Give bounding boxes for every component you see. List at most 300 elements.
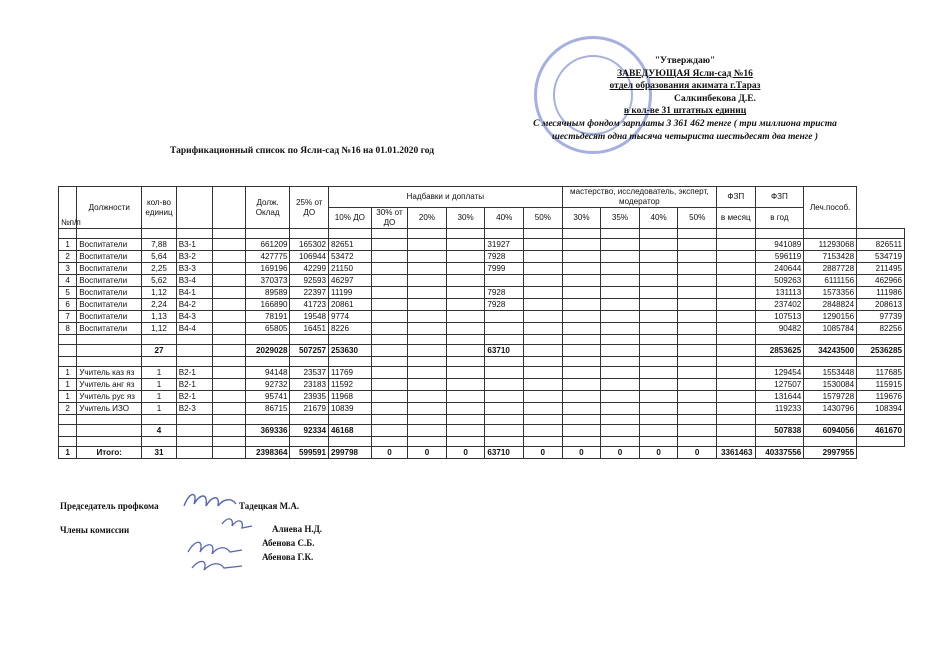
approval-block xyxy=(520,55,850,143)
empty-cell xyxy=(523,229,562,239)
empty-cell xyxy=(601,345,640,357)
row-number: 5 xyxy=(59,287,77,299)
table-row xyxy=(59,299,905,311)
empty-cell xyxy=(446,335,485,345)
empty-cell xyxy=(485,335,524,345)
empty-cell xyxy=(678,323,717,335)
pct10-cell: 46168 xyxy=(329,425,372,437)
empty-cell xyxy=(213,239,245,251)
empty-cell xyxy=(213,311,245,323)
empty-cell xyxy=(77,345,142,357)
empty-cell xyxy=(678,275,717,287)
approval-line-6: С месячным фондом зарплаты 3 361 462 тенге ( три миллиона триста xyxy=(533,118,837,129)
pct40-cell: 7928 xyxy=(485,287,524,299)
empty-cell xyxy=(639,287,678,299)
empty-cell xyxy=(678,287,717,299)
fzp-year-cell: 2848824 xyxy=(804,299,857,311)
fzp-year-cell: 6094056 xyxy=(804,425,857,437)
empty-cell xyxy=(408,229,447,239)
pct10-cell: 11592 xyxy=(329,379,372,391)
header-pct25: 25% от ДО xyxy=(290,187,329,229)
empty-cell xyxy=(562,357,601,367)
empty-cell xyxy=(716,379,755,391)
empty-cell xyxy=(523,379,562,391)
pct10-cell: 253630 xyxy=(329,345,372,357)
benefit-cell: 97739 xyxy=(857,311,905,323)
empty-cell xyxy=(562,251,601,263)
salary-cell: 369336 xyxy=(245,425,290,437)
m30-cell: 0 xyxy=(562,447,601,459)
total-label: Итого: xyxy=(77,447,142,459)
empty-cell xyxy=(446,229,485,239)
fzp-year-cell: 1430796 xyxy=(804,403,857,415)
empty-cell xyxy=(176,357,213,367)
pct25-cell: 106944 xyxy=(290,251,329,263)
position-cell: Воспитатели xyxy=(77,251,142,263)
fzp-month-cell: 107513 xyxy=(755,311,804,323)
position-cell: Воспитатели xyxy=(77,323,142,335)
benefit-cell: 119676 xyxy=(857,391,905,403)
empty-cell xyxy=(59,357,77,367)
pct40-cell: 7999 xyxy=(485,263,524,275)
fzp-year-cell: 6111156 xyxy=(804,275,857,287)
empty-cell xyxy=(755,335,804,345)
empty-cell xyxy=(601,425,640,437)
salary-cell: 95741 xyxy=(245,391,290,403)
header-fzp-year-sub: в год xyxy=(755,208,804,229)
pct25-cell: 23935 xyxy=(290,391,329,403)
empty-cell xyxy=(408,415,447,425)
empty-cell xyxy=(371,229,408,239)
empty-cell xyxy=(639,275,678,287)
empty-cell xyxy=(523,357,562,367)
salary-cell: 2398364 xyxy=(245,447,290,459)
header-fzp-year: ФЗП xyxy=(755,187,804,208)
empty-cell xyxy=(523,345,562,357)
row-number: 2 xyxy=(59,403,77,415)
empty-cell xyxy=(678,345,717,357)
empty-cell xyxy=(408,379,447,391)
empty-cell xyxy=(601,263,640,275)
empty-cell xyxy=(804,335,857,345)
empty-cell xyxy=(639,335,678,345)
header-p20: 20% xyxy=(408,208,447,229)
p30do-cell: 0 xyxy=(371,447,408,459)
fzp-month-cell: 509263 xyxy=(755,275,804,287)
fzp-month-cell: 3361463 xyxy=(716,447,755,459)
empty-cell xyxy=(213,425,245,437)
units-cell: 2,24 xyxy=(142,299,177,311)
empty-cell xyxy=(716,287,755,299)
empty-cell xyxy=(755,437,804,447)
fzp-month-cell: 237402 xyxy=(755,299,804,311)
header-benefit: Леч.пособ. xyxy=(804,187,857,229)
units-cell: 2,25 xyxy=(142,263,177,275)
header-fzp-month: ФЗП xyxy=(716,187,755,208)
header-p30: 30% xyxy=(446,208,485,229)
units-cell: 27 xyxy=(142,345,177,357)
empty-cell xyxy=(562,229,601,239)
empty-cell xyxy=(213,287,245,299)
empty-cell xyxy=(446,379,485,391)
empty-cell xyxy=(678,299,717,311)
position-cell: Учитель ИЗО xyxy=(77,403,142,415)
empty-cell xyxy=(601,229,640,239)
position-cell: Воспитатели xyxy=(77,239,142,251)
empty-cell xyxy=(678,425,717,437)
empty-cell xyxy=(639,323,678,335)
fzp-year-cell: 1085784 xyxy=(804,323,857,335)
benefit-cell: 111986 xyxy=(857,287,905,299)
empty-cell xyxy=(523,299,562,311)
benefit-cell: 534719 xyxy=(857,251,905,263)
total-row xyxy=(59,447,905,459)
salary-cell: 65805 xyxy=(245,323,290,335)
empty-cell xyxy=(678,263,717,275)
empty-cell xyxy=(371,251,408,263)
fzp-year-cell: 11293068 xyxy=(804,239,857,251)
table-row xyxy=(59,311,905,323)
empty-cell xyxy=(601,415,640,425)
empty-cell xyxy=(601,367,640,379)
empty-cell xyxy=(523,415,562,425)
empty-cell xyxy=(176,447,213,459)
salary-cell: 166890 xyxy=(245,299,290,311)
empty-cell xyxy=(562,367,601,379)
empty-cell xyxy=(716,239,755,251)
p30-cell: 0 xyxy=(446,447,485,459)
category-cell: В2-3 xyxy=(176,403,213,415)
row-number: 2 xyxy=(59,251,77,263)
pct25-cell: 23537 xyxy=(290,367,329,379)
empty-cell xyxy=(245,357,290,367)
empty-cell xyxy=(408,299,447,311)
empty-cell xyxy=(523,367,562,379)
empty-cell xyxy=(371,367,408,379)
empty-cell xyxy=(371,299,408,311)
pct25-cell: 23183 xyxy=(290,379,329,391)
empty-cell xyxy=(408,391,447,403)
empty-cell xyxy=(716,275,755,287)
row-number: 1 xyxy=(59,367,77,379)
pct40-cell: 31927 xyxy=(485,239,524,251)
fzp-month-cell: 131644 xyxy=(755,391,804,403)
empty-cell xyxy=(601,391,640,403)
empty-cell xyxy=(213,299,245,311)
table-row xyxy=(59,403,905,415)
empty-cell xyxy=(523,311,562,323)
empty-cell xyxy=(213,251,245,263)
pct25-cell: 42299 xyxy=(290,263,329,275)
empty-cell xyxy=(329,357,372,367)
empty-cell xyxy=(290,415,329,425)
row-number: 1 xyxy=(59,379,77,391)
pct25-cell: 21679 xyxy=(290,403,329,415)
empty-cell xyxy=(485,437,524,447)
empty-cell xyxy=(716,425,755,437)
units-cell: 4 xyxy=(142,425,177,437)
units-cell: 1 xyxy=(142,367,177,379)
header-p50: 50% xyxy=(523,208,562,229)
members-label: Члены комиссии xyxy=(60,525,130,535)
spacer-row xyxy=(59,357,905,367)
pct25-cell: 92593 xyxy=(290,275,329,287)
position-cell: Воспитатели xyxy=(77,311,142,323)
empty-cell xyxy=(213,345,245,357)
empty-cell xyxy=(371,425,408,437)
pct10-cell: 10839 xyxy=(329,403,372,415)
empty-cell xyxy=(176,415,213,425)
header-p40: 40% xyxy=(485,208,524,229)
spacer-row xyxy=(59,437,905,447)
empty-cell xyxy=(716,367,755,379)
category-cell: В4-4 xyxy=(176,323,213,335)
category-cell: В3-1 xyxy=(176,239,213,251)
header-p30do: 30% от ДО xyxy=(371,208,408,229)
empty-cell xyxy=(371,323,408,335)
pct40-cell xyxy=(485,425,524,437)
category-cell: В2-1 xyxy=(176,379,213,391)
empty-cell xyxy=(213,263,245,275)
empty-cell xyxy=(523,275,562,287)
table-row xyxy=(59,251,905,263)
table-body xyxy=(59,229,905,459)
units-cell: 1,12 xyxy=(142,287,177,299)
empty-cell xyxy=(446,287,485,299)
empty-cell xyxy=(857,437,905,447)
units-cell: 7,88 xyxy=(142,239,177,251)
empty-cell xyxy=(77,415,142,425)
empty-cell xyxy=(678,335,717,345)
pct25-cell: 22397 xyxy=(290,287,329,299)
fzp-month-cell: 131113 xyxy=(755,287,804,299)
empty-cell xyxy=(716,323,755,335)
empty-cell xyxy=(678,367,717,379)
pct10-cell: 9774 xyxy=(329,311,372,323)
fzp-month-cell: 127507 xyxy=(755,379,804,391)
empty-cell xyxy=(213,323,245,335)
empty-cell xyxy=(678,379,717,391)
empty-cell xyxy=(639,311,678,323)
empty-cell xyxy=(601,287,640,299)
fzp-year-cell: 2887728 xyxy=(804,263,857,275)
empty-cell xyxy=(371,239,408,251)
empty-cell xyxy=(371,287,408,299)
pct10-cell: 11199 xyxy=(329,287,372,299)
empty-cell xyxy=(371,335,408,345)
empty-cell xyxy=(716,335,755,345)
empty-cell xyxy=(290,229,329,239)
row-number: 6 xyxy=(59,299,77,311)
p40-cell: 63710 xyxy=(485,447,524,459)
header-p10: 10% ДО xyxy=(329,208,372,229)
empty-cell xyxy=(562,275,601,287)
pct40-cell: 7928 xyxy=(485,251,524,263)
empty-cell xyxy=(77,229,142,239)
table-row xyxy=(59,391,905,403)
empty-cell xyxy=(485,357,524,367)
fzp-month-cell: 941089 xyxy=(755,239,804,251)
empty-cell xyxy=(59,345,77,357)
empty-cell xyxy=(601,379,640,391)
pct10-cell: 11769 xyxy=(329,367,372,379)
empty-cell xyxy=(716,263,755,275)
table-row xyxy=(59,263,905,275)
empty-cell xyxy=(639,403,678,415)
empty-cell xyxy=(639,415,678,425)
empty-cell xyxy=(716,229,755,239)
pct25-cell: 41723 xyxy=(290,299,329,311)
empty-cell xyxy=(639,367,678,379)
pct40-cell: 7928 xyxy=(485,299,524,311)
empty-cell xyxy=(371,391,408,403)
chair-signature xyxy=(180,488,240,514)
empty-cell xyxy=(857,229,905,239)
empty-cell xyxy=(523,251,562,263)
salary-cell: 370373 xyxy=(245,275,290,287)
empty-cell xyxy=(371,415,408,425)
empty-cell xyxy=(678,229,717,239)
empty-cell xyxy=(371,357,408,367)
empty-cell xyxy=(639,357,678,367)
empty-cell xyxy=(371,403,408,415)
benefit-cell: 2536285 xyxy=(857,345,905,357)
category-cell: В3-2 xyxy=(176,251,213,263)
pct10-cell: 299798 xyxy=(329,447,372,459)
pct10-cell: 46297 xyxy=(329,275,372,287)
empty-cell xyxy=(523,437,562,447)
empty-cell xyxy=(446,239,485,251)
position-cell: Учитель анг яз xyxy=(77,379,142,391)
empty-cell xyxy=(639,239,678,251)
empty-cell xyxy=(716,403,755,415)
fzp-month-cell: 119233 xyxy=(755,403,804,415)
empty-cell xyxy=(59,415,77,425)
table-row xyxy=(59,287,905,299)
empty-cell xyxy=(408,345,447,357)
approval-line-4: Салкинбекова Д.Е. xyxy=(673,93,757,104)
position-cell: Учитель рус яз xyxy=(77,391,142,403)
empty-cell xyxy=(408,437,447,447)
benefit-cell: 462966 xyxy=(857,275,905,287)
empty-cell xyxy=(716,311,755,323)
empty-cell xyxy=(290,357,329,367)
m50-cell: 0 xyxy=(678,447,717,459)
empty-cell xyxy=(562,415,601,425)
benefit-cell: 82256 xyxy=(857,323,905,335)
empty-cell xyxy=(77,437,142,447)
empty-cell xyxy=(213,391,245,403)
empty-cell xyxy=(408,425,447,437)
salary-cell: 86715 xyxy=(245,403,290,415)
empty-cell xyxy=(601,251,640,263)
empty-cell xyxy=(804,415,857,425)
member-3: Абенова Г.К. xyxy=(262,552,314,562)
header-units: кол-во единиц xyxy=(142,187,177,229)
empty-cell xyxy=(755,415,804,425)
empty-cell xyxy=(562,311,601,323)
empty-cell xyxy=(408,275,447,287)
fzp-month-cell: 2853625 xyxy=(755,345,804,357)
pct40-cell xyxy=(485,367,524,379)
benefit-cell: 108394 xyxy=(857,403,905,415)
m40-cell: 0 xyxy=(639,447,678,459)
member-1: Алиева Н.Д. xyxy=(272,524,323,534)
subtotal-row-2 xyxy=(59,425,905,437)
category-cell: В4-1 xyxy=(176,287,213,299)
empty-cell xyxy=(523,425,562,437)
header-row-1 xyxy=(59,187,905,208)
fzp-year-cell: 7153428 xyxy=(804,251,857,263)
header-salary: Долж. Оклад xyxy=(245,187,290,229)
empty-cell xyxy=(857,415,905,425)
empty-cell xyxy=(329,229,372,239)
row-number: 8 xyxy=(59,323,77,335)
fzp-month-cell: 129454 xyxy=(755,367,804,379)
salary-cell: 89589 xyxy=(245,287,290,299)
pct10-cell: 11968 xyxy=(329,391,372,403)
table-row xyxy=(59,323,905,335)
pct40-cell xyxy=(485,403,524,415)
category-cell: В4-2 xyxy=(176,299,213,311)
empty-cell xyxy=(562,345,601,357)
table-row xyxy=(59,275,905,287)
empty-cell xyxy=(213,357,245,367)
members-signatures xyxy=(182,512,272,576)
fzp-year-cell: 1290156 xyxy=(804,311,857,323)
empty-cell xyxy=(601,403,640,415)
pct40-cell xyxy=(485,391,524,403)
units-cell: 5,62 xyxy=(142,275,177,287)
empty-cell xyxy=(329,415,372,425)
salary-cell: 169196 xyxy=(245,263,290,275)
empty-cell xyxy=(176,425,213,437)
empty-cell xyxy=(678,357,717,367)
benefit-cell: 2997955 xyxy=(804,447,857,459)
empty-cell xyxy=(857,335,905,345)
category-cell: В3-3 xyxy=(176,263,213,275)
header-category xyxy=(176,187,213,229)
header-num: №п/п xyxy=(59,187,77,229)
empty-cell xyxy=(77,335,142,345)
empty-cell xyxy=(446,299,485,311)
units-cell: 1 xyxy=(142,403,177,415)
empty-cell xyxy=(408,239,447,251)
header-blank xyxy=(213,187,245,229)
benefit-cell: 826511 xyxy=(857,239,905,251)
empty-cell xyxy=(639,299,678,311)
fzp-year-cell: 1573356 xyxy=(804,287,857,299)
document-title: Тарификационный список по Ясли-сад №16 на 01.01.2020 год xyxy=(170,146,435,156)
empty-cell xyxy=(639,251,678,263)
position-cell: Учитель каз яз xyxy=(77,367,142,379)
spacer-row xyxy=(59,229,905,239)
empty-cell xyxy=(857,357,905,367)
pct10-cell: 8226 xyxy=(329,323,372,335)
header-fzp-month-sub: в месяц xyxy=(716,208,755,229)
empty-cell xyxy=(601,311,640,323)
empty-cell xyxy=(213,447,245,459)
approval-line-1: "Утверждаю" xyxy=(654,56,716,66)
empty-cell xyxy=(59,437,77,447)
empty-cell xyxy=(77,357,142,367)
empty-cell xyxy=(408,335,447,345)
empty-cell xyxy=(716,357,755,367)
category-cell: В4-3 xyxy=(176,311,213,323)
table-row xyxy=(59,379,905,391)
approval-line-2: ЗАВЕДУЮЩАЯ Ясли-сад №16 xyxy=(617,68,753,79)
pct25-cell: 507257 xyxy=(290,345,329,357)
